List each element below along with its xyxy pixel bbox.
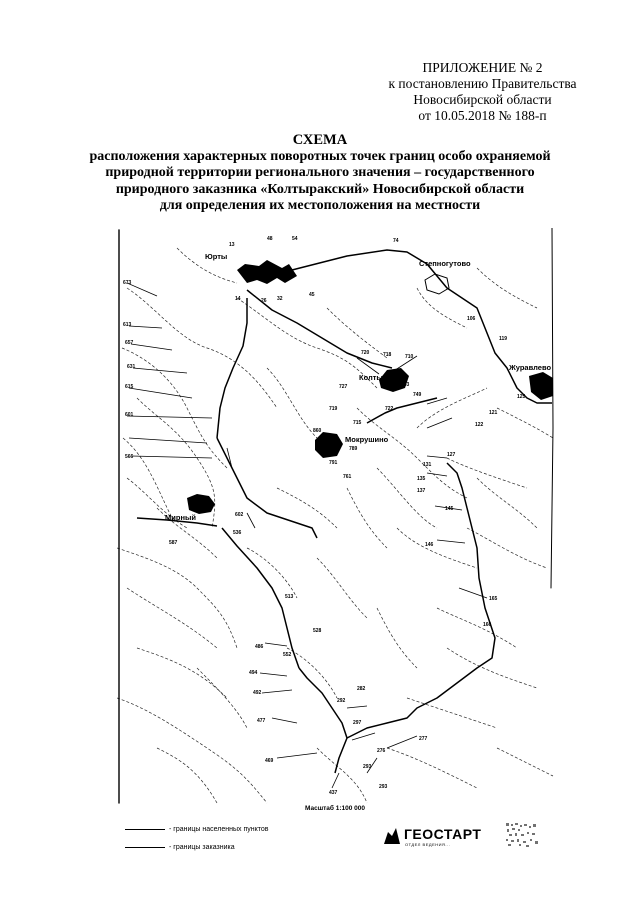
point-label: 125 xyxy=(517,394,526,400)
point-label: 122 xyxy=(475,422,484,428)
point-label: 587 xyxy=(169,540,178,546)
label-koltyrak: Колтырак xyxy=(359,373,396,382)
label-mokrushino: Мокрушино xyxy=(345,435,389,444)
point-label: 45 xyxy=(309,292,315,298)
point-label: 74 xyxy=(393,238,399,244)
logo-tagline: ОТДЕЛ ВЕДЕНИЯ... xyxy=(405,842,451,847)
point-label: 32 xyxy=(277,296,283,302)
legend-item-reserve xyxy=(125,842,235,852)
point-label: 720 xyxy=(361,350,370,356)
point-label: 469 xyxy=(265,758,274,764)
point-label: 145 xyxy=(445,506,454,512)
reserve-boundary-swatch xyxy=(125,847,165,848)
appendix-region: Новосибирской области xyxy=(413,92,552,107)
point-label: 601 xyxy=(125,412,134,418)
point-label: 127 xyxy=(447,452,456,458)
point-label: 135 xyxy=(417,476,426,482)
legend-label-settlements: - границы населенных пунктов xyxy=(169,825,269,833)
label-zhuravlevo: Журавлево xyxy=(509,363,552,372)
title-line-2: природной территории регионального значения – государственного xyxy=(105,165,535,180)
point-label: 513 xyxy=(285,594,294,600)
point-label: 727 xyxy=(339,384,348,390)
point-label: 657 xyxy=(125,340,134,346)
appendix-decree: к постановлению Правительства xyxy=(388,76,577,91)
settlement-yurty xyxy=(237,260,297,284)
label-stepnogutovo: Степногутово xyxy=(419,259,471,268)
point-label: 722 xyxy=(385,406,394,412)
appendix-date: от 10.05.2018 № 188-п xyxy=(418,108,547,123)
point-label: 486 xyxy=(255,644,264,650)
point-label: 673 xyxy=(123,280,132,286)
point-label: 536 xyxy=(233,530,242,536)
point-label: 146 xyxy=(425,542,434,548)
point-label: 494 xyxy=(249,670,258,676)
point-label: 26 xyxy=(261,298,267,304)
point-label: 715 xyxy=(353,420,362,426)
point-label: 615 xyxy=(125,384,134,390)
point-label: 13 xyxy=(229,242,235,248)
appendix-block xyxy=(360,60,605,124)
logo-name: ГЕОСТАРТ xyxy=(404,826,482,842)
title-line-4: для определения их местоположения на местности xyxy=(159,198,481,213)
settlement-mirny xyxy=(187,494,215,514)
settlements xyxy=(187,260,553,514)
point-label: 293 xyxy=(379,784,388,790)
point-label: 477 xyxy=(257,718,266,724)
map-canvas xyxy=(117,228,554,805)
document-title xyxy=(60,132,580,215)
point-label: 106 xyxy=(467,316,476,322)
point-label: 719 xyxy=(329,406,338,412)
point-label: 119 xyxy=(499,336,508,342)
point-label: 437 xyxy=(329,790,338,796)
map-scale: Масштаб 1:100 000 xyxy=(304,805,366,812)
reserve-map[interactable] xyxy=(117,228,554,805)
point-label: 789 xyxy=(349,446,358,452)
settlement-mokrushino xyxy=(315,432,343,458)
title-line-3: природного заказника «Колтыракский» Новосибирской области xyxy=(115,181,525,197)
point-label: 710 xyxy=(405,354,414,360)
label-mirny: Мирный xyxy=(165,513,196,522)
title-heading: СХЕМА xyxy=(292,132,348,148)
point-label: 276 xyxy=(377,748,386,754)
title-line-1: расположения характерных поворотных точек границ особо охраняемой xyxy=(89,148,551,164)
point-label: 566 xyxy=(125,454,134,460)
point-label: 528 xyxy=(313,628,322,634)
point-label: 48 xyxy=(267,236,273,242)
legend-item-settlements xyxy=(125,824,269,834)
point-label: 860 xyxy=(313,428,322,434)
point-label: 131 xyxy=(423,462,432,468)
legend-label-reserve: - границы заказника xyxy=(169,843,235,851)
qr-code-icon xyxy=(506,823,540,847)
point-label: 749 xyxy=(413,392,422,398)
point-label: 613 xyxy=(123,322,132,328)
point-label: 137 xyxy=(417,488,426,494)
point-label: 282 xyxy=(357,686,366,692)
point-label: 14 xyxy=(235,296,241,302)
point-label: 165 xyxy=(489,596,498,602)
company-logo xyxy=(380,818,500,850)
logo-mark-icon xyxy=(382,824,402,846)
settlement-boundary-swatch xyxy=(125,829,165,830)
point-label: 160 xyxy=(483,622,492,628)
point-label: 552 xyxy=(283,652,292,658)
point-label: 297 xyxy=(353,720,362,726)
point-label: 602 xyxy=(235,512,244,518)
settlement-zhuravlevo xyxy=(529,372,553,400)
point-label: 277 xyxy=(419,736,428,742)
point-label: 763 xyxy=(401,382,410,388)
point-label: 631 xyxy=(127,364,136,370)
appendix-number: ПРИЛОЖЕНИЕ № 2 xyxy=(422,60,543,75)
point-label: 761 xyxy=(343,474,352,480)
point-label: 718 xyxy=(383,352,392,358)
point-label: 791 xyxy=(329,460,338,466)
point-label: 54 xyxy=(292,236,298,242)
point-leader-lines xyxy=(127,283,487,788)
label-yurty: Юрты xyxy=(205,252,228,261)
point-label: 121 xyxy=(489,410,498,416)
roads-and-streams xyxy=(117,248,553,803)
point-label: 492 xyxy=(253,690,262,696)
point-label: 293 xyxy=(363,764,372,770)
settlement-labels xyxy=(165,252,551,522)
point-label: 292 xyxy=(337,698,346,704)
